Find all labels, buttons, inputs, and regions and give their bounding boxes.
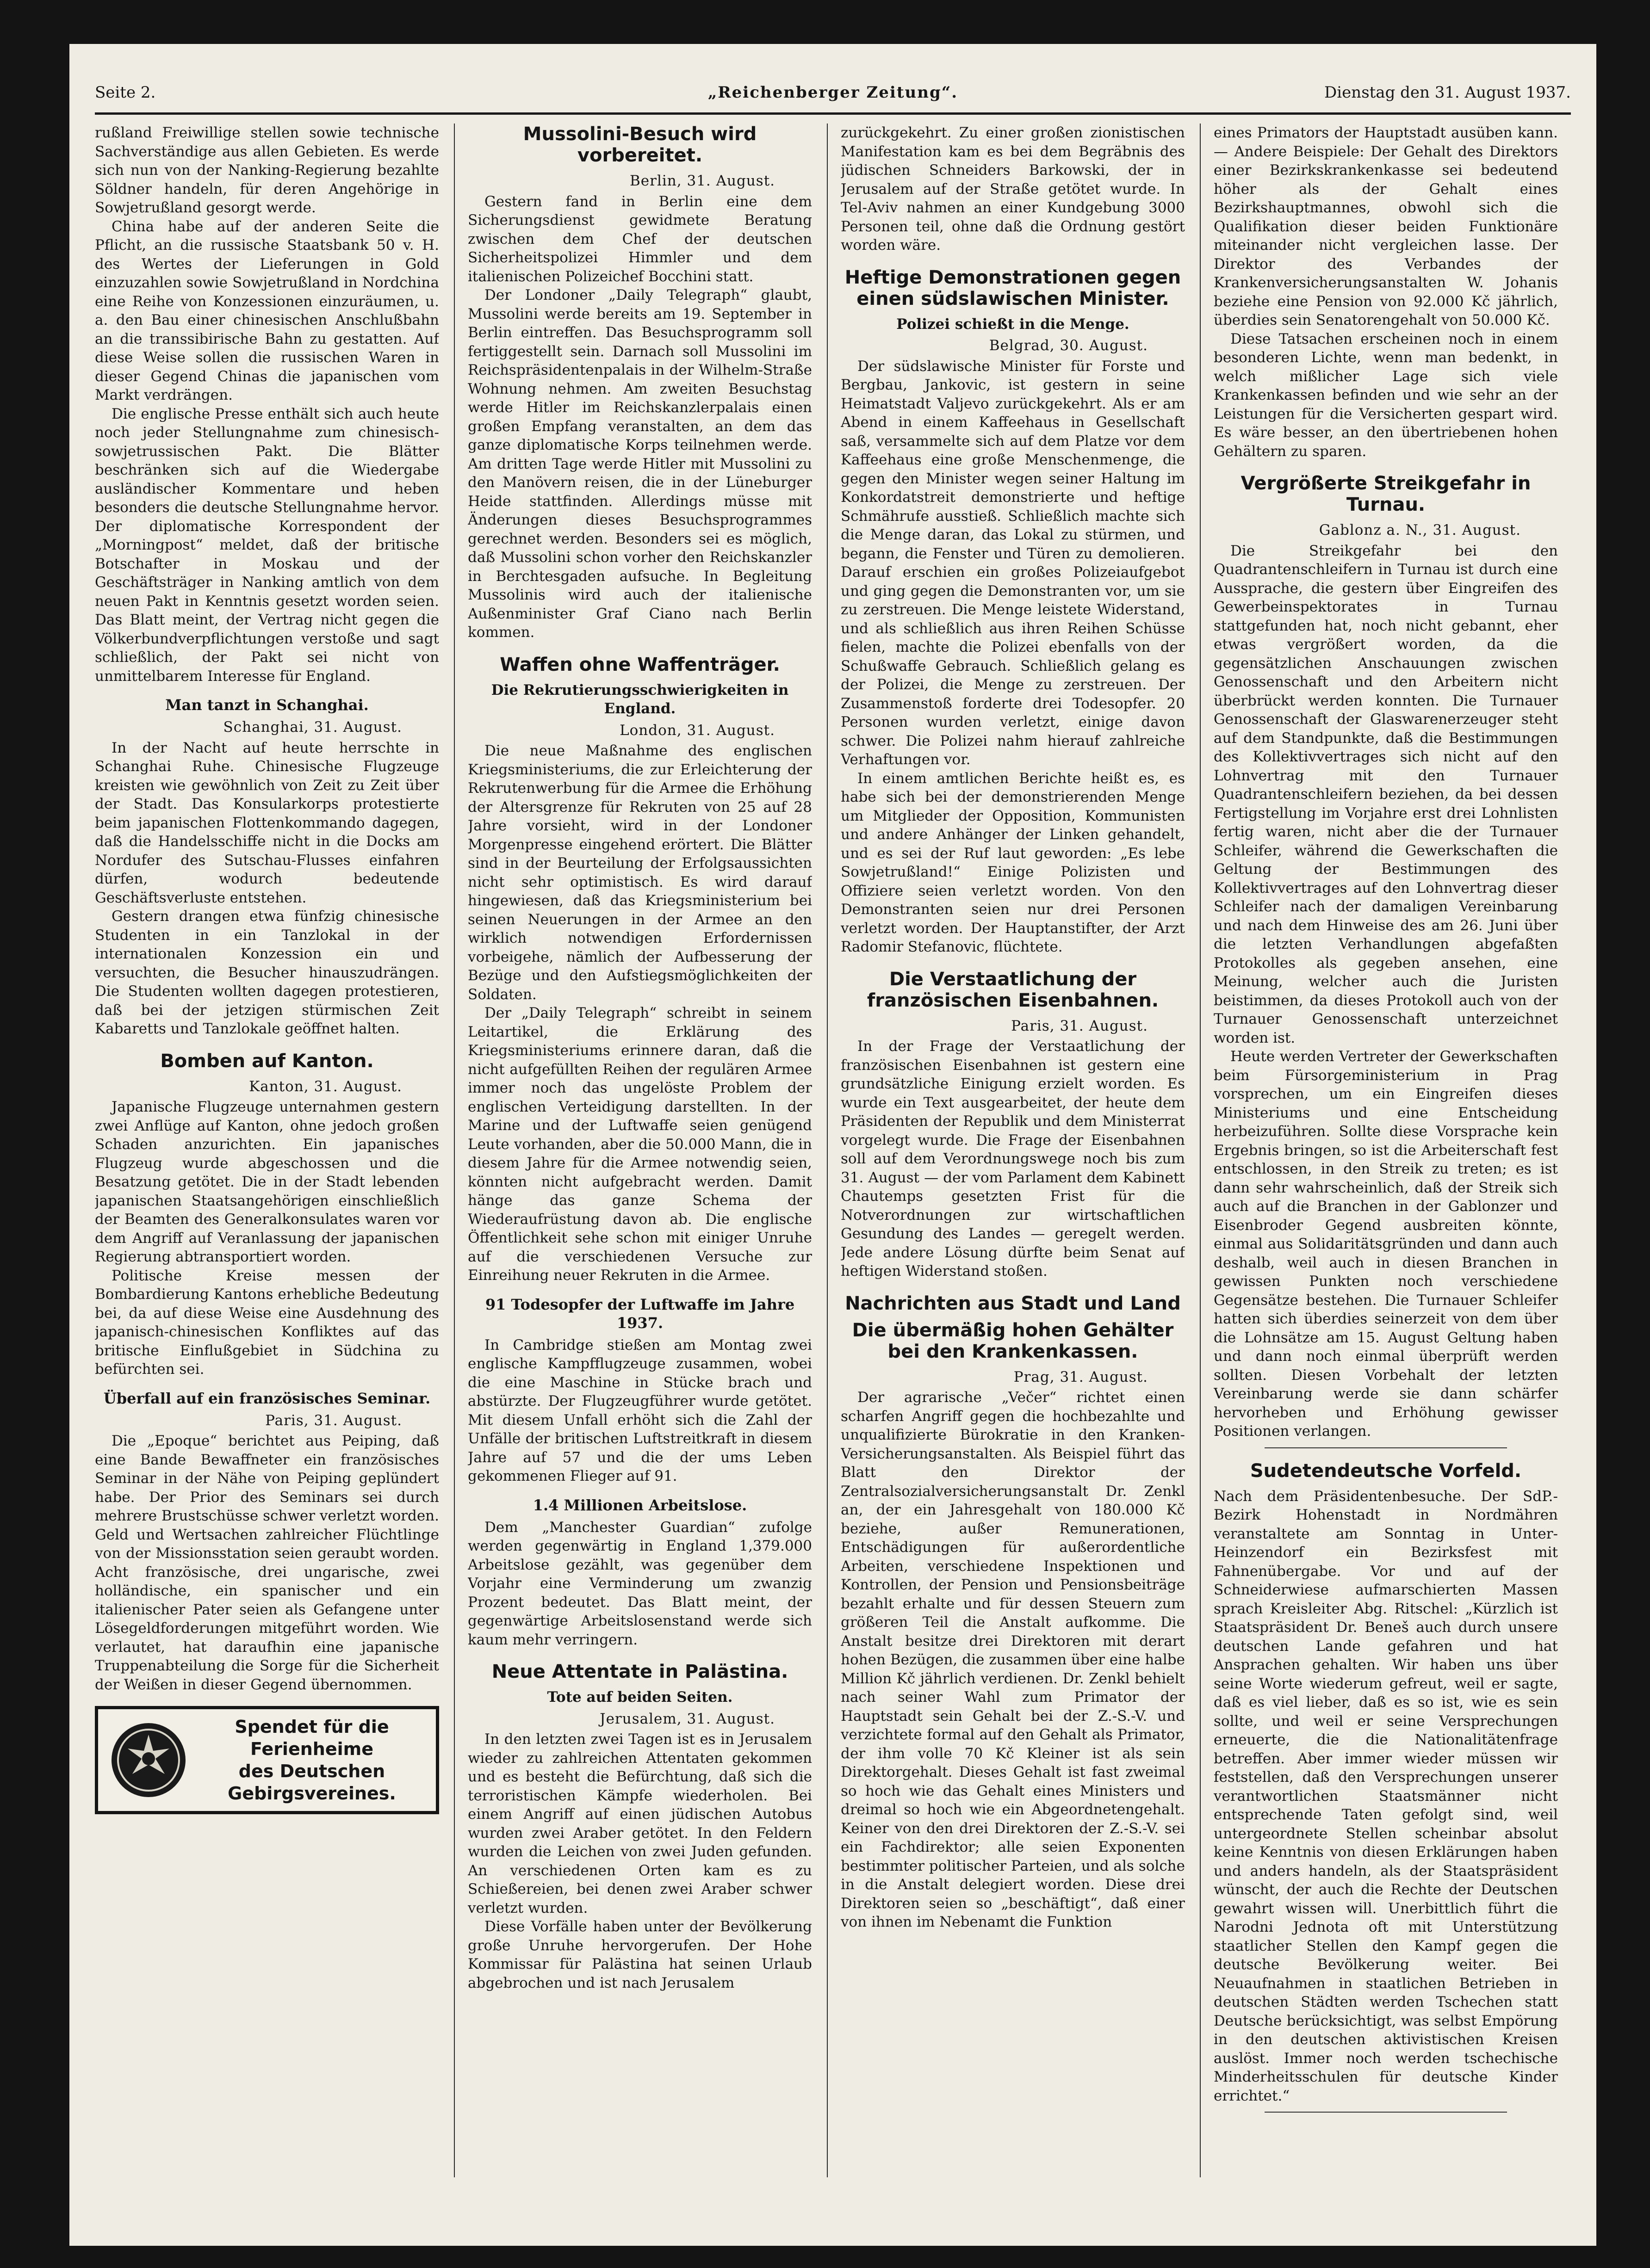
dateline: Kanton, 31. August.: [249, 1078, 402, 1095]
dateline: Paris, 31. August.: [1011, 1017, 1148, 1034]
headline-gehaelter: Die übermäßig hohen Gehälter bei den Krankenkassen.: [852, 1319, 1174, 1362]
article-paragraph: China habe auf der anderen Seite die Pflicht, an die russische Staatsbank 50 v. H. des Wertes der Lieferungen in Gold einzuzahlen sowie Sowjetrußland in Nordchina eine Reihe von Konzessionen einzuräumen, u. a. den Bau einer chinesischen Anschlußbahn an die transsibirische Bahn zu gestatten. Auf diese Weise sollen die russischen Waren in dieser Gegend Chinas die japanischen vom Markt verdrängen.: [95, 218, 439, 403]
article-paragraph: Der „Daily Telegraph“ schreibt in seinem Leitartikel, die Erklärung des Kriegsministeriums erinnere daran, daß die nicht aufgefüllten Reihen der regulären Armee immer noch das ungelöste Problem der englischen Verteidigung darstellten. In der Marine und der Luftwaffe seien genügend Leute vorhanden, aber die 50.000 Mann, die in diesem Jahre für die Armee notwendig seien, könnten nicht aufgebracht werden. Damit hänge das ganze Schema der Wiederaufrüstung davon ab. Die englische Öffentlichkeit sehe schon mit einiger Unruhe auf die verschiedenen Versuche zur Einreihung neuer Rekruten in die Armee.: [468, 1005, 812, 1284]
article-paragraph: In der Nacht auf heute herrschte in Schanghai Ruhe. Chinesische Flugzeuge kreisten wie gewöhnlich von Zeit zu Zeit über der Stadt. Das Konsularkorps protestierte beim japanischen Flottenkommando dagegen, daß die Handelsschiffe nicht in die Docks am Nordufer des Sutschau-Flusses einfahren dürfen, wodurch bedeutende Geschäftsverluste entstehen.: [95, 739, 439, 906]
headline-streikgefahr: Vergrößerte Streikgefahr in Turnau.: [1241, 473, 1531, 515]
column-divider: [1200, 124, 1201, 2177]
headline-attentate: Neue Attentate in Palästina.: [491, 1661, 788, 1682]
ad-line: des Deutschen: [238, 1761, 385, 1781]
article-paragraph: In den letzten zwei Tagen ist es in Jerusalem wieder zu zahlreichen Attentaten gekommen und es besteht die Befürchtung, daß sich die terroristischen Kämpfe wiederholen. Bei einem Angriff auf einen jüdischen Autobus wurden zwei Araber getötet. In den Feldern wurden die Leichen von zwei Juden gefunden. An verschiedenen Orten kam es zu Schießereien, bei denen zwei Araber schwer verletzt wurden.: [468, 1731, 812, 1916]
column-1: [95, 124, 439, 2177]
headline-mussolini: Mussolini-Besuch wird vorbereitet.: [523, 124, 757, 166]
dateline: Belgrad, 30. August.: [989, 337, 1148, 354]
section-divider: [1265, 2112, 1507, 2113]
article-paragraph: Der Londoner „Daily Telegraph“ glaubt, Mussolini werde bereits am 19. September in Berlin eintreffen. Das Besuchsprogramm soll fertiggestellt sein. Darnach soll Mussolini im Reichspräsidentenpalais in der Wilhelm-Straße Wohnung nehmen. Am zweiten Besuchstag werde Hitler im Reichskanzlerpalais einen großen Empfang veranstalten, an dem das ganze diplomatische Korps teilnehmen werde. Am dritten Tage werde Hitler mit Mussolini zu den Manövern reisen, die in der Lüneburger Heide stattfinden. Allerdings müsse mit Änderungen dieses Besuchsprogrammes gerechnet werden. Besonders sei es möglich, daß Mussolini schon vorher den Reichskanzler in Berchtesgaden aufsuche. In Begleitung Mussolinis wird auch der italienische Außenminister Graf Ciano nach Berlin kommen.: [468, 287, 812, 641]
headline-waffen: Waffen ohne Waffenträger.: [500, 654, 780, 675]
article-paragraph: In Cambridge stießen am Montag zwei englische Kampfflugzeuge zusammen, wobei die eine Maschine in Stücke brach und abstürzte. Der Flugzeugführer wurde getötet. Mit diesem Unfall erhöht sich die Zahl der Unfälle der britischen Luftstreitkraft in diesem Jahre auf 57 und die der ums Leben gekommenen Flieger auf 91.: [468, 1336, 812, 1484]
header-rule: [95, 112, 1571, 115]
headline-verstaatlichung: Die Verstaatlichung der französischen Eisenbahnen.: [867, 968, 1159, 1011]
article-paragraph: Japanische Flugzeuge unternahmen gestern zwei Anflüge auf Kanton, ohne jedoch großen Schaden anzurichten. Ein japanisches Flugzeug wurde abgeschossen und die Besatzung getötet. Die in der Stadt lebenden japanischen Staatsangehörigen einschließlich der Beamten des Generalkonsulates waren vor dem Angriff auf Veranlassung der japanischen Regierung abtransportiert worden.: [95, 1099, 439, 1265]
issue-date: Dienstag den 31. August 1937.: [1324, 83, 1571, 102]
article-paragraph: Nach dem Präsidentenbesuche. Der SdP.-Bezirk Hohenstadt in Nordmähren veranstaltete am Sonntag in Unter-Heinzendorf ein Bezirksfest mit Fahnenübergabe. Vor und auf der Schneiderwiese aufmarschierten Massen sprach Kreisleiter Abg. Ritschel: „Kürzlich ist Staatspräsident Dr. Beneš auch durch unsere deutschen Lande gefahren und hat Ansprachen gehalten. Wir haben uns über seine Worte wiederum gefreut, weil er sagte, daß es viel lieber, daß es so ist, wie es sein sollte, und weil er seine Versprechungen erneuerte, die die Nationalitätenfrage betreffen. Aber immer wieder müssen wir feststellen, daß den Versprechungen unserer verantwortlichen Staatsmänner nicht entsprechende Taten gefolgt sind, weil untergeordnete Stellen scheinbar absolut keine Kenntnis von diesen Erklärungen haben und anders handeln, als der Staatspräsident wünscht, der auch die Rechte der Deutschen gewahrt wissen will. Unerbittlich führt die Narodni Jednota oft mit Unterstützung staatlicher Stellen den Kampf gegen die deutsche Bevölkerung weiter. Bei Neuaufnahmen in staatlichen Betrieben in deutschen Städten werden Tschechen statt Deutsche berücksichtigt, was selbst Empörung in den deutschen aktivistischen Kreisen auslöst. Immer noch werden tschechische Minderheitsschulen für deutsche Kinder errichtet.“: [1214, 1488, 1558, 2104]
article-paragraph: zurückgekehrt. Zu einer großen zionistischen Manifestation kam es bei dem Begräbnis des jüdischen Schneiders Barkowski, der in Jerusalem auf der Straße getötet wurde. In Tel-Aviv nahmen an einer Kundgebung 3000 Personen teil, ohne daß die Ordnung gestört worden wäre.: [841, 124, 1185, 253]
section-heading-stadt-und-land: Nachrichten aus Stadt und Land: [845, 1292, 1181, 1314]
article-paragraph: Die Streikgefahr bei den Quadrantenschleifern in Turnau ist durch eine Aussprache, die gestern über Eingreifen des Gewerbeinspektorates in Turnau stattgefunden hat, noch nicht gebannt, eher etwas vergrößert worden, da die gegensätzlichen Anschauungen zwischen Genossenschaft und den Arbeitern nicht überbrückt werden konnten. Die Turnauer Genossenschaft der Glaswarenerzeuger steht auf dem Standpunkte, daß die Bestimmungen des Kollektivvertrages sich nicht auf den Lohnvertrag mit den Turnauer Quadrantenschleifern beziehen, da bei dessen Fertigstellung im Vorjahre erst drei Lohnlisten fertig waren, nicht aber die der Turnauer Schleifer, während die Gewerkschaften die Geltung der Bestimmungen des Kollektivvertrages auf den Lohnvertrag dieser Schleifer nach der damaligen Vereinbarung und nach dem Hinweise des am 26. Juni über die letzten Verhandlungen abgefaßten Protokolles als gegeben ansehen, eine Meinung, welcher auch die Juristen beistimmen, da dieses Protokoll auch von der Turnauer Genossenschaft unterzeichnet worden ist.: [1214, 542, 1558, 1046]
article-paragraph: Der südslawische Minister für Forste und Bergbau, Jankovic, ist gestern in seine Heimatstadt Valjevo zurückgekehrt. Als er am Abend in einem Kaffeehaus in Gesellschaft saß, versammelte sich auf dem Platze vor dem Kaffeehaus eine große Menschenmenge, die gegen den Minister wegen seiner Haltung im Konkordatstreit demonstrierte und heftige Schmährufe ausstieß. Schließlich machte sich die Menge daran, das Lokal zu stürmen, und begann, die Fenster und Türen zu demolieren. Darauf erschien ein großes Polizeiaufgebot und ging gegen die Demonstranten vor, um sie zu zerstreuen. Die Menge leistete Widerstand, und als schließlich aus ihren Reihen Schüsse fielen, machte die Polizei ebenfalls von der Schußwaffe Gebrauch. Schließlich gelang es der Polizei, die Menge zu zerstreuen. Der Zusammenstoß forderte drei Todesopfer. 20 Personen wurden verletzt, einige davon schwer. Die Polizei nahm hierauf zahlreiche Verhaftungen vor.: [841, 358, 1185, 768]
subheadline: Die Rekrutierungsschwierigkeiten in England.: [491, 681, 789, 717]
headline-todesopfer: 91 Todesopfer der Luftwaffe im Jahre 1937.: [485, 1295, 795, 1332]
dateline: London, 31. August.: [620, 722, 775, 739]
article-paragraph: In einem amtlichen Berichte heißt es, es habe sich bei der demonstrierenden Menge um Mitglieder der Opposition, Kommunisten und andere Anhänger der Linken gehandelt, und es sei der Ruf laut geworden: „Es lebe Sowjetrußland!“ Einige Polizisten und Offiziere seien verletzt worden. Von den Demonstranten seien nur drei Personen verletzt worden. Der Hauptanstifter, der Arzt Radomir Stefanovic, flüchtete.: [841, 770, 1185, 955]
column-divider: [454, 124, 455, 2177]
column-4: [1214, 124, 1558, 2177]
dateline: Schanghai, 31. August.: [223, 719, 402, 735]
headline-demonstrationen: Heftige Demonstrationen gegen einen südslawischen Minister.: [844, 266, 1181, 309]
advertisement-box: [95, 1706, 439, 1814]
newspaper-page: [69, 44, 1596, 2246]
subheadline: Polizei schießt in die Menge.: [896, 315, 1129, 333]
headline-shanghai: Man tanzt in Schanghai.: [165, 696, 369, 714]
article-paragraph: Gestern drangen etwa fünfzig chinesische Studenten in ein Tanzlokal in der internationalen Konzession ein und versuchten, die Besucher hinauszudrängen. Die Studenten wollten dagegen protestieren, daß bei der jetzigen stürmischen Zeit Kabaretts und Tanzlokale geöffnet halten.: [95, 908, 439, 1037]
headline-seminar: Überfall auf ein französisches Seminar.: [103, 1389, 431, 1407]
article-paragraph: Diese Vorfälle haben unter der Bevölkerung große Unruhe hervorgerufen. Der Hohe Kommissar für Palästina hat seinen Urlaub abgebrochen und ist nach Jerusalem: [468, 1918, 812, 1991]
dateline: Prag, 31. August.: [1013, 1368, 1148, 1385]
ad-line: Spendet für die: [235, 1717, 389, 1737]
headline-sudetendeutsch: Sudetendeutsche Vorfeld.: [1250, 1460, 1522, 1482]
article-paragraph: Die englische Presse enthält sich auch heute noch jeder Stellungnahme zum chinesisch-sowjetrussischen Pakt. Die Blätter beschränken sich auf die Wiedergabe ausländischer Kommentare und heben besonders die deutsche Stellungnahme hervor. Der diplomatische Korrespondent der „Morningpost“ meldet, daß der britische Botschafter in Moskau und der Geschäftsträger in Nanking amtlich von dem neuen Pakt in Kenntnis gesetzt worden seien. Das Blatt meint, der Vertrag nicht gegen die Völkerbundverpflichtungen verstoße und sagt schließlich, der Pakt sei nicht von unmittelbarem Interesse für England.: [95, 405, 439, 685]
article-paragraph: In der Frage der Verstaatlichung der französischen Eisenbahnen ist gestern eine grundsätzliche Einigung erzielt worden. Es wurde ein Text ausgearbeitet, der heute dem Präsidenten der Republik und dem Ministerrat vorgelegt wurde. Die Frage der Eisenbahnen soll auf dem Verordnungswege noch bis zum 31. August — der vom Parlament dem Kabinett Chautemps gesetzten Frist für die Notverordnungen zur wirtschaftlichen Gesundung des Landes — geregelt werden. Jede andere Lösung dürfte beim Senat auf heftigen Widerstand stoßen.: [841, 1038, 1185, 1279]
dateline: Gablonz a. N., 31. August.: [1319, 522, 1521, 538]
page-header: [95, 83, 1571, 116]
article-paragraph: Dem „Manchester Guardian“ zufolge werden gegenwärtig in England 1,379.000 Arbeitslose gezählt, was gegenüber dem Vorjahr eine Verminderung um zwanzig Prozent bedeutet. Das Blatt meint, der gegenwärtige Arbeitslosenstand werde sich kaum mehr verringern.: [468, 1519, 812, 1648]
ad-line: Gebirgsvereines.: [228, 1783, 396, 1804]
article-paragraph: Gestern fand in Berlin eine dem Sicherungsdienst gewidmete Beratung zwischen dem Chef der deutschen Sicherheitspolizei Himmler und dem italienischen Polizeichef Bocchini statt.: [468, 193, 812, 285]
page-number: Seite 2.: [95, 83, 156, 102]
advertisement-text: [188, 1716, 436, 1805]
article-paragraph: Der agrarische „Večer“ richtet einen scharfen Angriff gegen die hochbezahlte und unqualifizierte Bürokratie in den Kranken-Versicherungsanstalten. Als Beispiel führt das Blatt den Direktor der Zentralsozialversicherungsanstalt Dr. Zenkl an, der ein Jahresgehalt von 180.000 Kč beziehe, außer Remunerationen, Entschädigungen für außerordentliche Arbeiten, verschiedene Inspektionen und Kontrollen, der Pension und Pensionsbeiträge bezahlt erhalte und für dessen Steuern zum größeren Teil die Anstalt aufkomme. Die Anstalt besitze drei Direktoren mit derart hohen Bezügen, die zusammen über eine halbe Million Kč jährlich verdienen. Dr. Zenkl behielt nach seiner Wahl zum Primator der Hauptstadt sein Gehalt bei der Z.-S.-V. und verzichtete formal auf den Gehalt als Primator, der ihm volle 70 Kč Kleiner ist als sein Direktorgehalt. Dieses Gehalt ist fast zweimal so hoch wie das Gehalt eines Ministers und dreimal so hoch wie ein Abgeordnetengehalt. Keiner von den drei Direktoren der Z.-S.-V. sei ein Fachdirektor; alle seien Exponenten bestimmter politischer Parteien, und als solche in die Anstalt delegiert worden. Diese drei Direktoren seien so „beschäftigt“, daß einer von ihnen im Nebenamt die Funktion: [841, 1389, 1185, 1930]
column-2: [468, 124, 812, 2177]
article-paragraph: Diese Tatsachen erscheinen noch in einem besonderen Lichte, wenn man bedenkt, in welch mißlicher Lage sich viele Krankenkassen befinden und wie sehr an der Leistungen für die Versicherten gespart wird. Es wäre besser, an den übertriebenen hohen Gehältern zu sparen.: [1214, 330, 1558, 460]
article-paragraph: Die „Epoque“ berichtet aus Peiping, daß eine Bande Bewaffneter ein französisches Seminar in der Nähe von Peiping geplündert habe. Der Prior des Seminars sei durch mehrere Brustschüsse schwer verletzt worden. Geld und Wertsachen zahlreicher Flüchtlinge von der Missionsstation seien geraubt worden. Acht französische, drei ungarische, zwei holländische, ein spanischer und ein italienischer Pater seien als Gefangene unter Lösegeldforderungen mitgeführt worden. Wie verlautet, hat daraufhin eine japanische Truppenabteilung die Sorge für die Sicherheit der Weißen in dieser Gegend übernommen.: [95, 1433, 439, 1693]
section-divider: [1265, 1447, 1507, 1448]
subheadline: Tote auf beiden Seiten.: [547, 1689, 733, 1706]
ad-line: Ferienheime: [250, 1739, 373, 1759]
newspaper-title: „Reichenberger Zeitung“.: [707, 83, 958, 102]
article-paragraph: Politische Kreise messen der Bombardierung Kantons erhebliche Bedeutung bei, da auf diese Weise eine Ausdehnung des japanisch-chinesischen Konfliktes auf das britische Einflußgebiet in Südchina zu befürchten sei.: [95, 1267, 439, 1378]
club-emblem-icon: [109, 1716, 188, 1804]
column-divider: [827, 124, 828, 2177]
dateline: Berlin, 31. August.: [630, 173, 775, 189]
article-paragraph: Die neue Maßnahme des englischen Kriegsministeriums, die zur Erleichterung der Rekrutenwerbung für die Armee die Erhöhung der Altersgrenze für Rekruten von 25 auf 28 Jahre vorsieht, wird in der Londoner Morgenpresse eingehend erörtert. Die Blätter sind in der Beurteilung der Erfolgsaussichten nicht sehr optimistisch. Es wird darauf hingewiesen, daß das Kriegsministerium bei seinen Neuerungen in der Armee an den wirklich notwendigen Erfordernissen vorbeigehe, nämlich der Aufbesserung der Bezüge und den Aufstiegsmöglichkeiten der Soldaten.: [468, 742, 812, 1003]
article-paragraph: Heute werden Vertreter der Gewerkschaften beim Fürsorgeministerium in Prag vorsprechen, um ein Eingreifen dieses Ministeriums und eine Entscheidung herbeizuführen. Sollte diese Vorsprache kein Ergebnis bringen, so ist die Arbeiterschaft fest entschlossen, in den Streik zu treten; es ist dann sehr wahrscheinlich, daß der Streik sich auch auf die Branchen in der Gablonzer und Eisenbroder Gegend ausbreiten könnte, einmal aus Solidaritätsgründen und dann auch deshalb, weil auch in diesen Branchen in gewissen Punkten noch verschiedene Gegensätze bestehen. Die Turnauer Schleifer hatten sich überdies seinerzeit von dem über die Lohnsätze am 15. August Geltung haben und dann noch einmal überprüft werden sollten. Diesen Vorbehalt der letzten Vereinbarung werde sie dann schärfer hervorheben und Erhöhung gewisser Positionen verlangen.: [1214, 1048, 1558, 1440]
headline-kanton: Bomben auf Kanton.: [160, 1050, 374, 1072]
dateline: Jerusalem, 31. August.: [600, 1710, 775, 1727]
column-3: [841, 124, 1185, 2177]
headline-arbeitslose: 1.4 Millionen Arbeitslose.: [533, 1496, 747, 1514]
article-paragraph: rußland Freiwillige stellen sowie technische Sachverständige aus allen Gebieten. Es werde sich nun von der Nanking-Regierung bezahlte Söldner handeln, für deren Angehörige in Sowjetrußland gesorgt werde.: [95, 124, 439, 216]
dateline: Paris, 31. August.: [265, 1412, 402, 1429]
article-paragraph: eines Primators der Hauptstadt ausüben kann. — Andere Beispiele: Der Gehalt des Direktors einer Bezirkskrankenkasse sei bedeutend höher als der Gehalt eines Bezirkshauptmannes, obwohl sich die Qualifikation dieser beiden Funktionäre miteinander nicht vergleichen lasse. Der Direktor des Verbandes der Krankenversicherungsanstalten W. Johanis beziehe eine Pension von 92.000 Kč jährlich, überdies sein Senatorengehalt von 50.000 Kč.: [1214, 124, 1558, 328]
